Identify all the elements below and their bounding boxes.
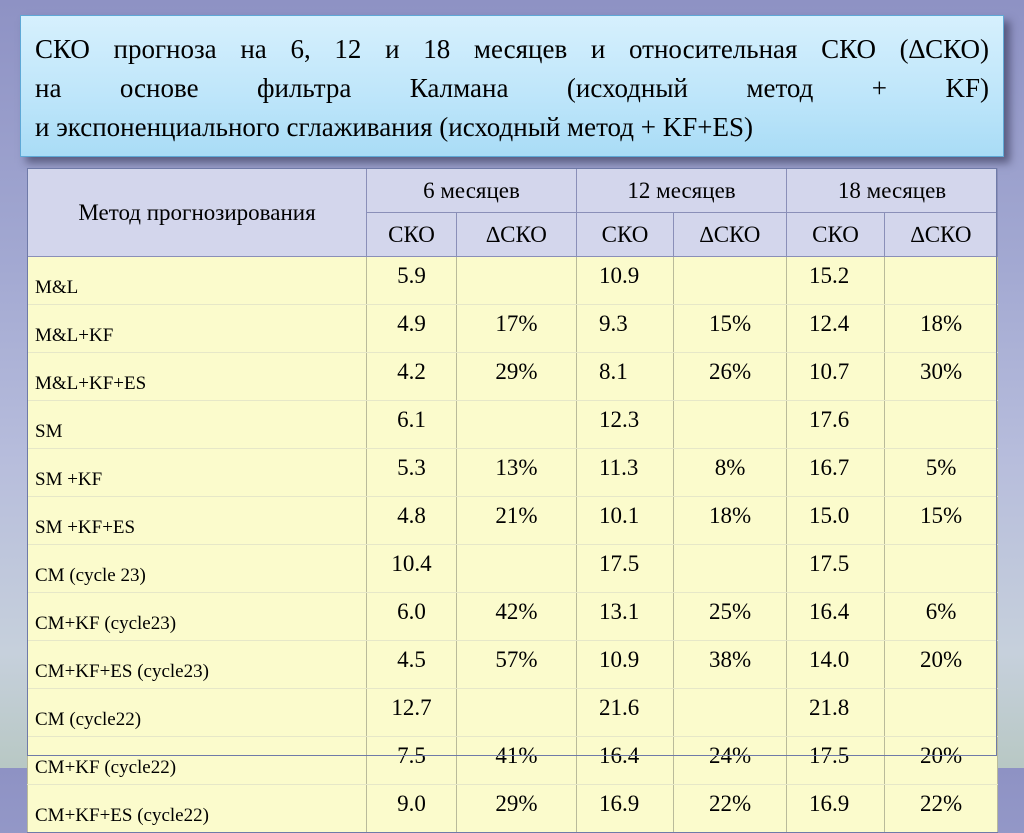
delta-sko-12-cell: 15%	[674, 305, 787, 353]
sko-6-cell: 12.7	[367, 689, 457, 737]
delta-sko-header-12: ∆СКО	[674, 213, 787, 257]
delta-sko-18-cell: 20%	[885, 737, 998, 785]
delta-sko-18-cell: 20%	[885, 641, 998, 689]
method-name-cell: M&L+KF	[28, 305, 367, 353]
delta-sko-6-cell	[457, 545, 577, 593]
sko-6-cell: 5.9	[367, 257, 457, 305]
forecast-error-table	[27, 168, 998, 833]
method-column-header: Метод прогнозирования	[28, 169, 367, 257]
delta-sko-12-cell	[674, 257, 787, 305]
sko-18-cell: 17.5	[787, 545, 885, 593]
delta-sko-6-cell: 29%	[457, 785, 577, 833]
table-row	[28, 497, 998, 545]
table-row	[28, 305, 998, 353]
table-row	[28, 785, 998, 833]
sko-18-cell: 14.0	[787, 641, 885, 689]
period-header-18: 18 месяцев	[787, 169, 998, 213]
sko-header-18: СКО	[787, 213, 885, 257]
method-name-cell: SM +KF	[28, 449, 367, 497]
delta-sko-18-cell	[885, 401, 998, 449]
method-name-cell: SM +KF+ES	[28, 497, 367, 545]
delta-sko-12-cell: 24%	[674, 737, 787, 785]
title-line-2: на основе фильтра Калмана (исходный метод + KF)	[35, 73, 989, 103]
method-name-cell: CM+KF+ES (cycle23)	[28, 641, 367, 689]
delta-sko-header-18: ∆СКО	[885, 213, 998, 257]
delta-sko-12-cell: 25%	[674, 593, 787, 641]
delta-sko-18-cell: 30%	[885, 353, 998, 401]
delta-sko-6-cell	[457, 257, 577, 305]
sko-12-cell: 21.6	[577, 689, 674, 737]
slide-title-box	[20, 15, 1004, 157]
method-name-cell: CM+KF (cycle22)	[28, 737, 367, 785]
method-name-cell: M&L	[28, 257, 367, 305]
delta-sko-12-cell: 38%	[674, 641, 787, 689]
delta-sko-6-cell: 42%	[457, 593, 577, 641]
sko-18-cell: 15.0	[787, 497, 885, 545]
sko-12-cell: 13.1	[577, 593, 674, 641]
sko-header-12: СКО	[577, 213, 674, 257]
period-header-12: 12 месяцев	[577, 169, 787, 213]
sko-18-cell: 16.4	[787, 593, 885, 641]
sko-12-cell: 16.9	[577, 785, 674, 833]
delta-sko-18-cell: 22%	[885, 785, 998, 833]
delta-sko-12-cell: 18%	[674, 497, 787, 545]
sko-18-cell: 17.5	[787, 737, 885, 785]
delta-sko-12-cell: 8%	[674, 449, 787, 497]
sko-header-6: СКО	[367, 213, 457, 257]
delta-sko-6-cell: 29%	[457, 353, 577, 401]
sko-12-cell: 10.1	[577, 497, 674, 545]
sko-6-cell: 6.0	[367, 593, 457, 641]
sko-12-cell: 16.4	[577, 737, 674, 785]
delta-sko-18-cell	[885, 257, 998, 305]
sko-6-cell: 7.5	[367, 737, 457, 785]
method-name-cell: CM (cycle22)	[28, 689, 367, 737]
method-name-cell: SM	[28, 401, 367, 449]
table-row	[28, 353, 998, 401]
method-name-cell: M&L+KF+ES	[28, 353, 367, 401]
delta-sko-18-cell: 18%	[885, 305, 998, 353]
sko-18-cell: 21.8	[787, 689, 885, 737]
sko-18-cell: 15.2	[787, 257, 885, 305]
sko-18-cell: 16.7	[787, 449, 885, 497]
sko-18-cell: 16.9	[787, 785, 885, 833]
table-row	[28, 545, 998, 593]
sko-6-cell: 10.4	[367, 545, 457, 593]
title-line-1: СКО прогноза на 6, 12 и 18 месяцев и относительная СКО (∆СКО)	[35, 34, 989, 64]
delta-sko-12-cell	[674, 545, 787, 593]
delta-sko-12-cell: 26%	[674, 353, 787, 401]
table-body	[28, 257, 998, 833]
delta-sko-18-cell: 15%	[885, 497, 998, 545]
sko-12-cell: 12.3	[577, 401, 674, 449]
forecast-table-container	[27, 168, 997, 826]
delta-sko-18-cell	[885, 545, 998, 593]
delta-sko-6-cell: 21%	[457, 497, 577, 545]
table-row	[28, 737, 998, 785]
table-row	[28, 449, 998, 497]
sko-18-cell: 10.7	[787, 353, 885, 401]
delta-sko-6-cell: 13%	[457, 449, 577, 497]
delta-sko-6-cell: 17%	[457, 305, 577, 353]
table-row	[28, 641, 998, 689]
delta-sko-12-cell: 22%	[674, 785, 787, 833]
delta-sko-6-cell: 57%	[457, 641, 577, 689]
sko-6-cell: 4.9	[367, 305, 457, 353]
delta-sko-6-cell	[457, 689, 577, 737]
delta-sko-12-cell	[674, 401, 787, 449]
method-name-cell: CM (cycle 23)	[28, 545, 367, 593]
method-name-cell: CM+KF+ES (cycle22)	[28, 785, 367, 833]
delta-sko-6-cell	[457, 401, 577, 449]
delta-sko-18-cell	[885, 689, 998, 737]
sko-6-cell: 6.1	[367, 401, 457, 449]
delta-sko-12-cell	[674, 689, 787, 737]
table-row	[28, 593, 998, 641]
method-name-cell: CM+KF (cycle23)	[28, 593, 367, 641]
table-row	[28, 689, 998, 737]
sko-12-cell: 10.9	[577, 257, 674, 305]
sko-6-cell: 5.3	[367, 449, 457, 497]
sko-12-cell: 11.3	[577, 449, 674, 497]
sko-18-cell: 17.6	[787, 401, 885, 449]
delta-sko-18-cell: 6%	[885, 593, 998, 641]
sko-18-cell: 12.4	[787, 305, 885, 353]
sko-12-cell: 8.1	[577, 353, 674, 401]
sko-12-cell: 17.5	[577, 545, 674, 593]
sko-12-cell: 9.3	[577, 305, 674, 353]
sko-6-cell: 4.5	[367, 641, 457, 689]
sko-6-cell: 4.2	[367, 353, 457, 401]
sko-6-cell: 4.8	[367, 497, 457, 545]
delta-sko-6-cell: 41%	[457, 737, 577, 785]
sko-6-cell: 9.0	[367, 785, 457, 833]
table-row	[28, 401, 998, 449]
period-header-6: 6 месяцев	[367, 169, 577, 213]
sko-12-cell: 10.9	[577, 641, 674, 689]
table-header	[28, 169, 998, 257]
title-line-3: и экспоненциального сглаживания (исходный метод + KF+ES)	[35, 112, 753, 142]
delta-sko-18-cell: 5%	[885, 449, 998, 497]
delta-sko-header-6: ∆СКО	[457, 213, 577, 257]
table-row	[28, 257, 998, 305]
